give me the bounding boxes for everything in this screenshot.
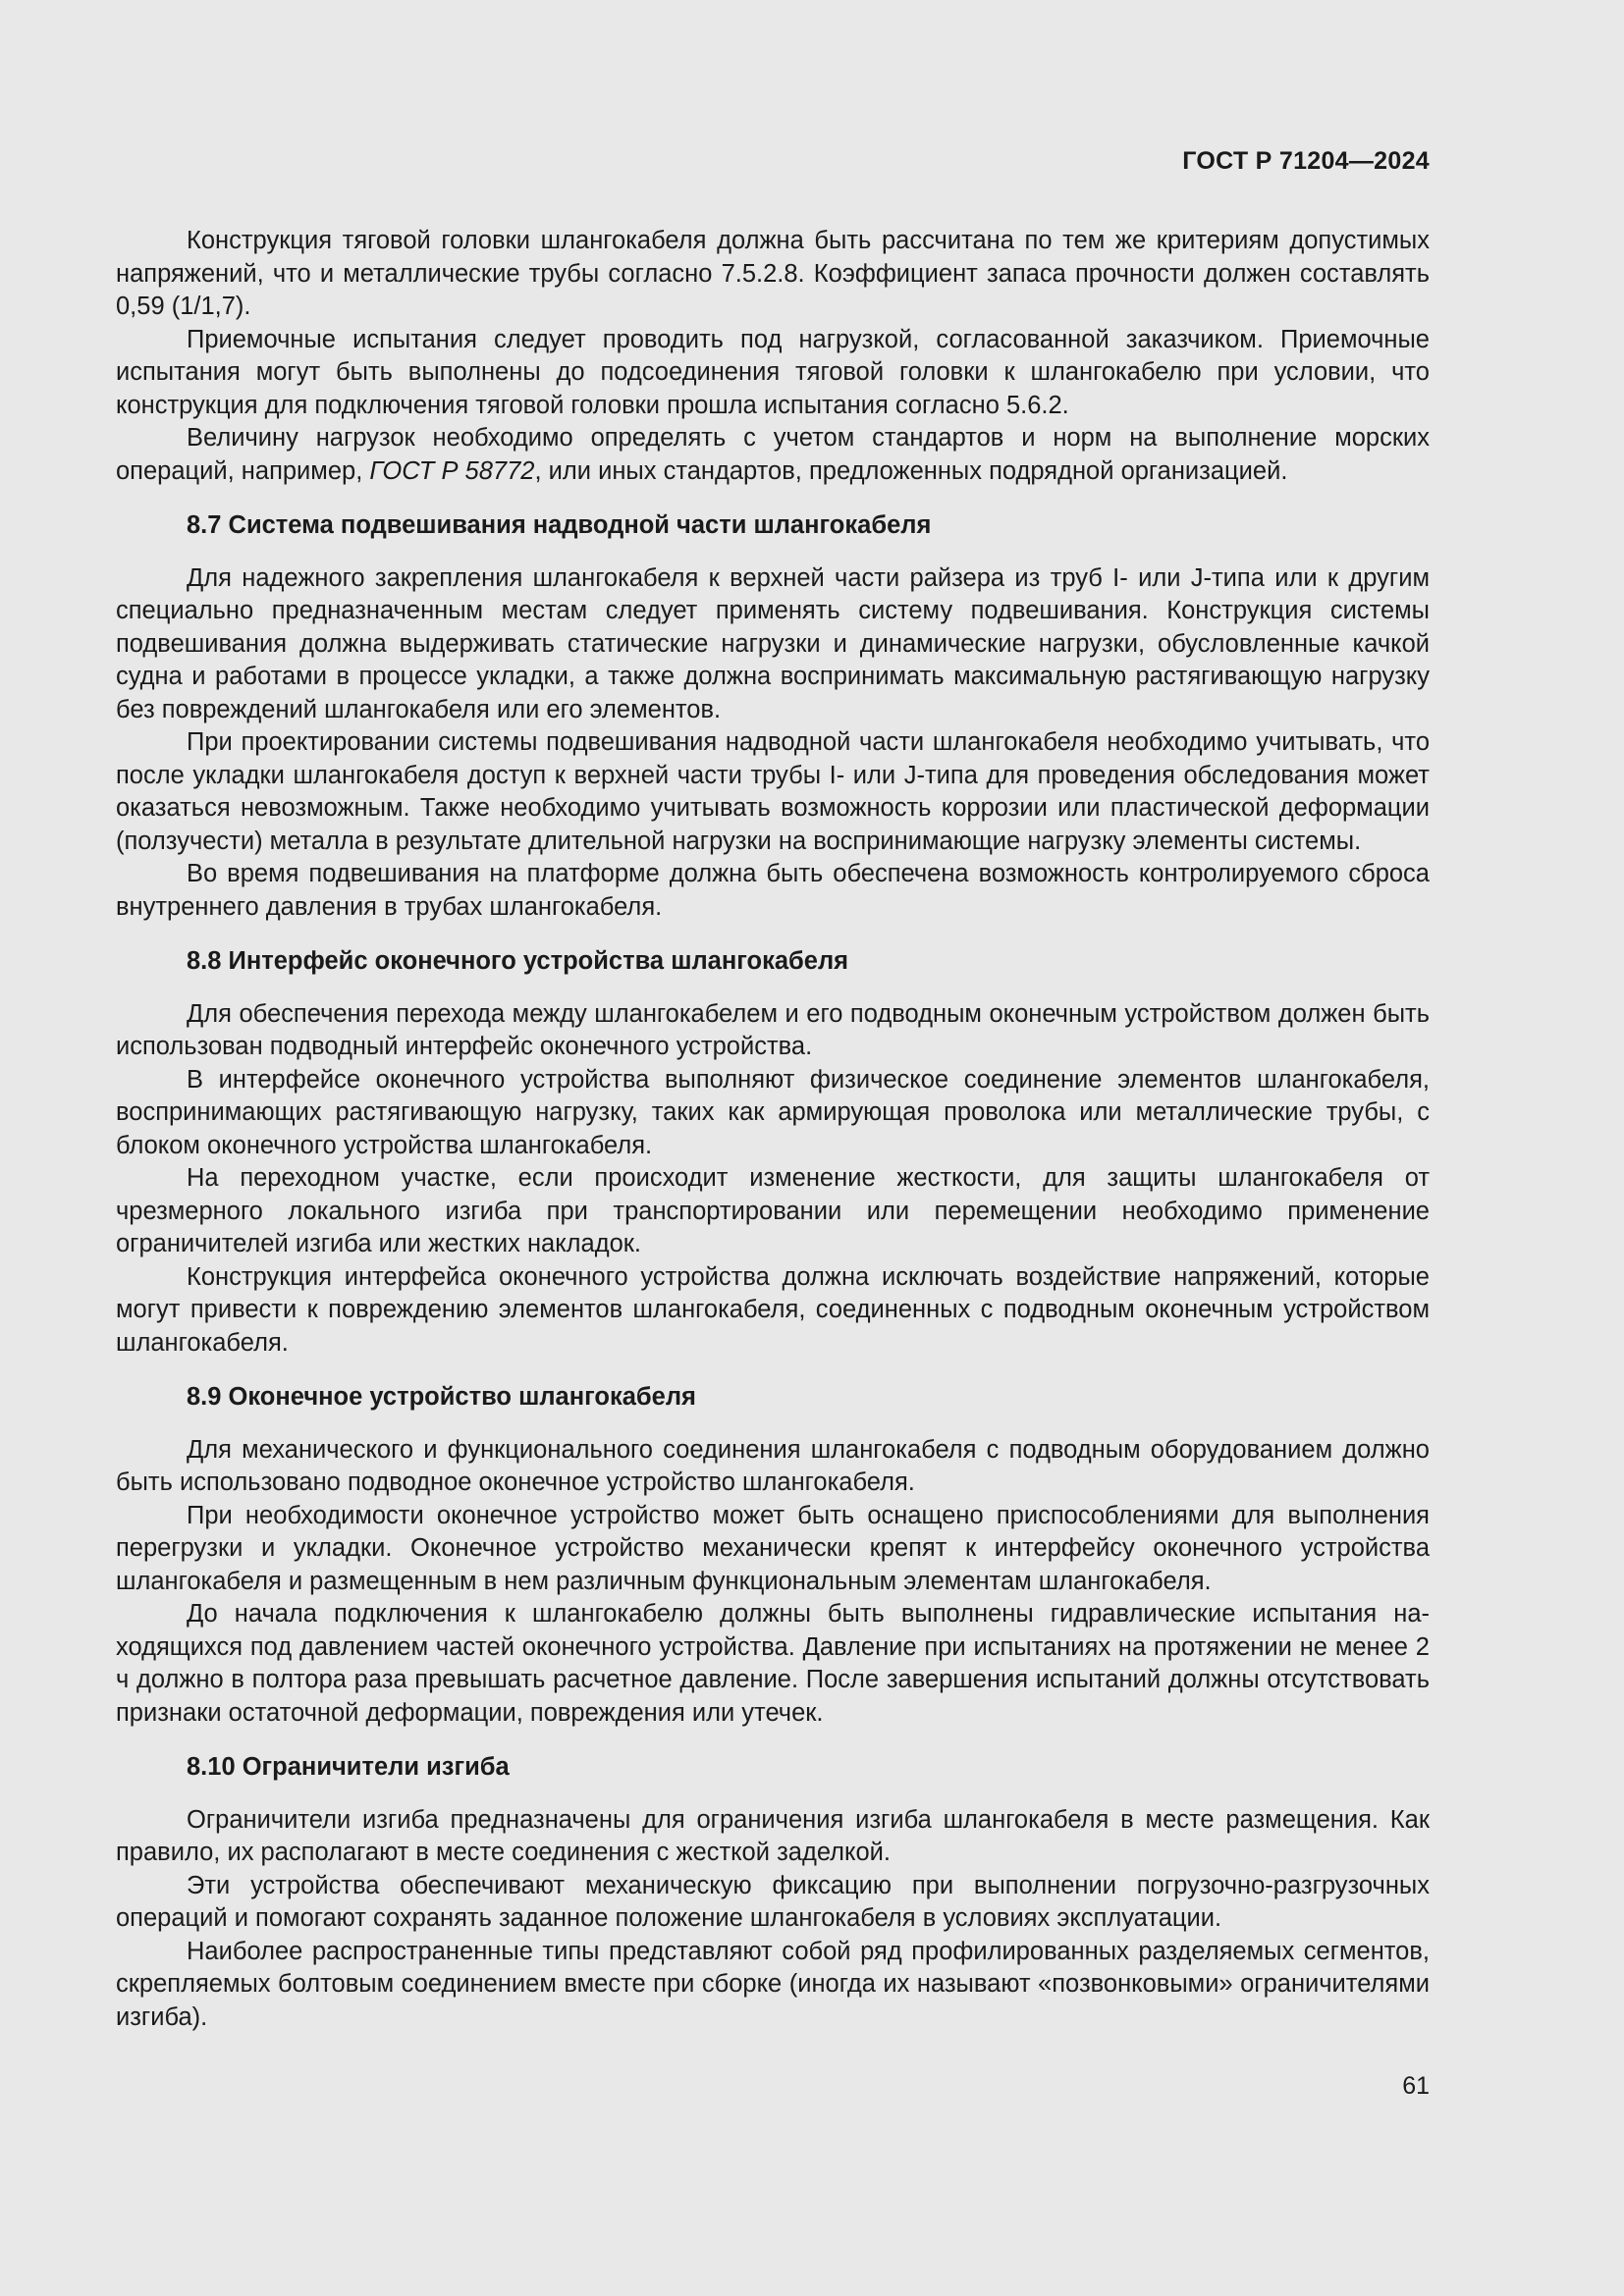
paragraph: В интерфейсе оконечного устройства выполняют физическое соединение элементов шлангокабеля, воспринимающих растягивающую нагрузку, таких как армирующая проволока или металлические трубы, с блоком оконечного устройства шлангокабеля. [116, 1065, 1430, 1159]
section-heading: 8.8 Интерфейс оконечного устройства шлангокабеля [187, 947, 849, 975]
standard-reference: ГОСТ Р 58772 [369, 456, 535, 485]
document-header: ГОСТ Р 71204—2024 [1182, 147, 1430, 175]
paragraph: Конструкция интерфейса оконечного устройства должна исключать воздействие напряжений, которые могут привести к повреждению элементов шлангокабеля, соединенных с подводным оконечным устройством шлангокабеля. [116, 1262, 1430, 1357]
paragraph: При необходимости оконечное устройство может быть оснащено приспособлениями для выполнения перегрузки и укладки. Оконечное устройство механически крепят к интерфейсу оконечного устройства шлангокабеля и размещенным в нем различным функциональным элементам шлангокабеля. [116, 1501, 1430, 1595]
section-heading: 8.10 Ограничители изгиба [187, 1753, 510, 1781]
paragraph: Наиболее распространенные типы представляют собой ряд профилированных разделяемых сегментов, скрепляемых болтовым соединением вместе при сборке (иногда их называют «позвонковыми» ограничителями изгиба). [116, 1937, 1430, 2031]
paragraph-text: Величину нагрузок необходимо определять с учетом стандартов и норм на выполнение морских операций, например, [116, 424, 1430, 485]
paragraph: При проектировании системы подвешивания надводной части шлангокабеля необходимо учитывать, что после укладки шлангокабеля доступ к верхней части трубы I- или J-типа для проведения обследования может оказаться невозможным. Также необходимо учитывать возможность коррозии или пластической деформации (ползучести) металла в результате длительной нагрузки на воспринимающие нагрузку элементы системы. [116, 728, 1430, 855]
document-body [116, 225, 1430, 2034]
paragraph [116, 422, 1430, 488]
paragraph: Ограничители изгиба предназначены для ограничения изгиба шлангокабеля в месте размещения. Как правило, их располагают в месте соединения с жесткой заделкой. [116, 1805, 1430, 1866]
paragraph: Эти устройства обеспечивают механическую фиксацию при выполнении погрузочно-разгрузочных операций и помогают сохранять заданное положение шлангокабеля в условиях эксплуатации. [116, 1871, 1430, 1932]
paragraph: Для механического и функционального соединения шлангокабеля с подводным оборудованием должно быть использовано подводное оконечное устройство шлангокабеля. [116, 1435, 1430, 1496]
paragraph: Для обеспечения перехода между шлангокабелем и его подводным оконечным устройством должен быть использован подводный интерфейс оконечного устройства. [116, 999, 1430, 1060]
page-number: 61 [1402, 2072, 1430, 2100]
paragraph: До начала подключения к шлангокабелю должны быть выполнены гидравлические испытания находящихся под давлением частей оконечного устройства. Давление при испытаниях на протяжении не менее 2 ч должно в полтора раза превышать расчетное давление. После завершения испытаний должны отсутствовать признаки остаточной деформации, повреждения или утечек. [116, 1600, 1430, 1727]
paragraph-text: , или иных стандартов, предложенных подрядной организацией. [534, 456, 1288, 485]
section-heading: 8.9 Оконечное устройство шлангокабеля [187, 1383, 696, 1411]
paragraph: На переходном участке, если происходит изменение жесткости, для защиты шлангокабеля от чрезмерного локального изгиба при транспортировании или перемещении необходимо применение ограничителей изгиба или жестких накладок. [116, 1164, 1430, 1257]
paragraph: Для надежного закрепления шлангокабеля к верхней части райзера из труб I- или J-типа или к другим специально предназначенным местам следует применять систему подвешивания. Конструкция системы подвешивания должна выдерживать статические нагрузки и динамические нагрузки, обусловленные качкой судна и работами в процессе укладки, а также должна воспринимать максимальную растягивающую нагрузку без повреждений шлангокабеля или его элементов. [116, 563, 1430, 723]
paragraph: Конструкция тяговой головки шлангокабеля должна быть рассчитана по тем же критериям допустимых напряжений, что и металлические трубы согласно 7.5.2.8. Коэффициент запаса прочности должен составлять 0,59 (1/1,7). [116, 227, 1430, 320]
paragraph: Во время подвешивания на платформе должна быть обеспечена возможность контролируемого сброса внутреннего давления в трубах шлангокабеля. [116, 860, 1430, 921]
paragraph: Приемочные испытания следует проводить под нагрузкой, согласованной заказчиком. Приемочные испытания могут быть выполнены до подсоединения тяговой головки к шлангокабелю при условии, что конструкция для подключения тяговой головки прошла испытания согласно 5.6.2. [116, 325, 1430, 419]
section-heading: 8.7 Система подвешивания надводной части шлангокабеля [187, 511, 932, 539]
